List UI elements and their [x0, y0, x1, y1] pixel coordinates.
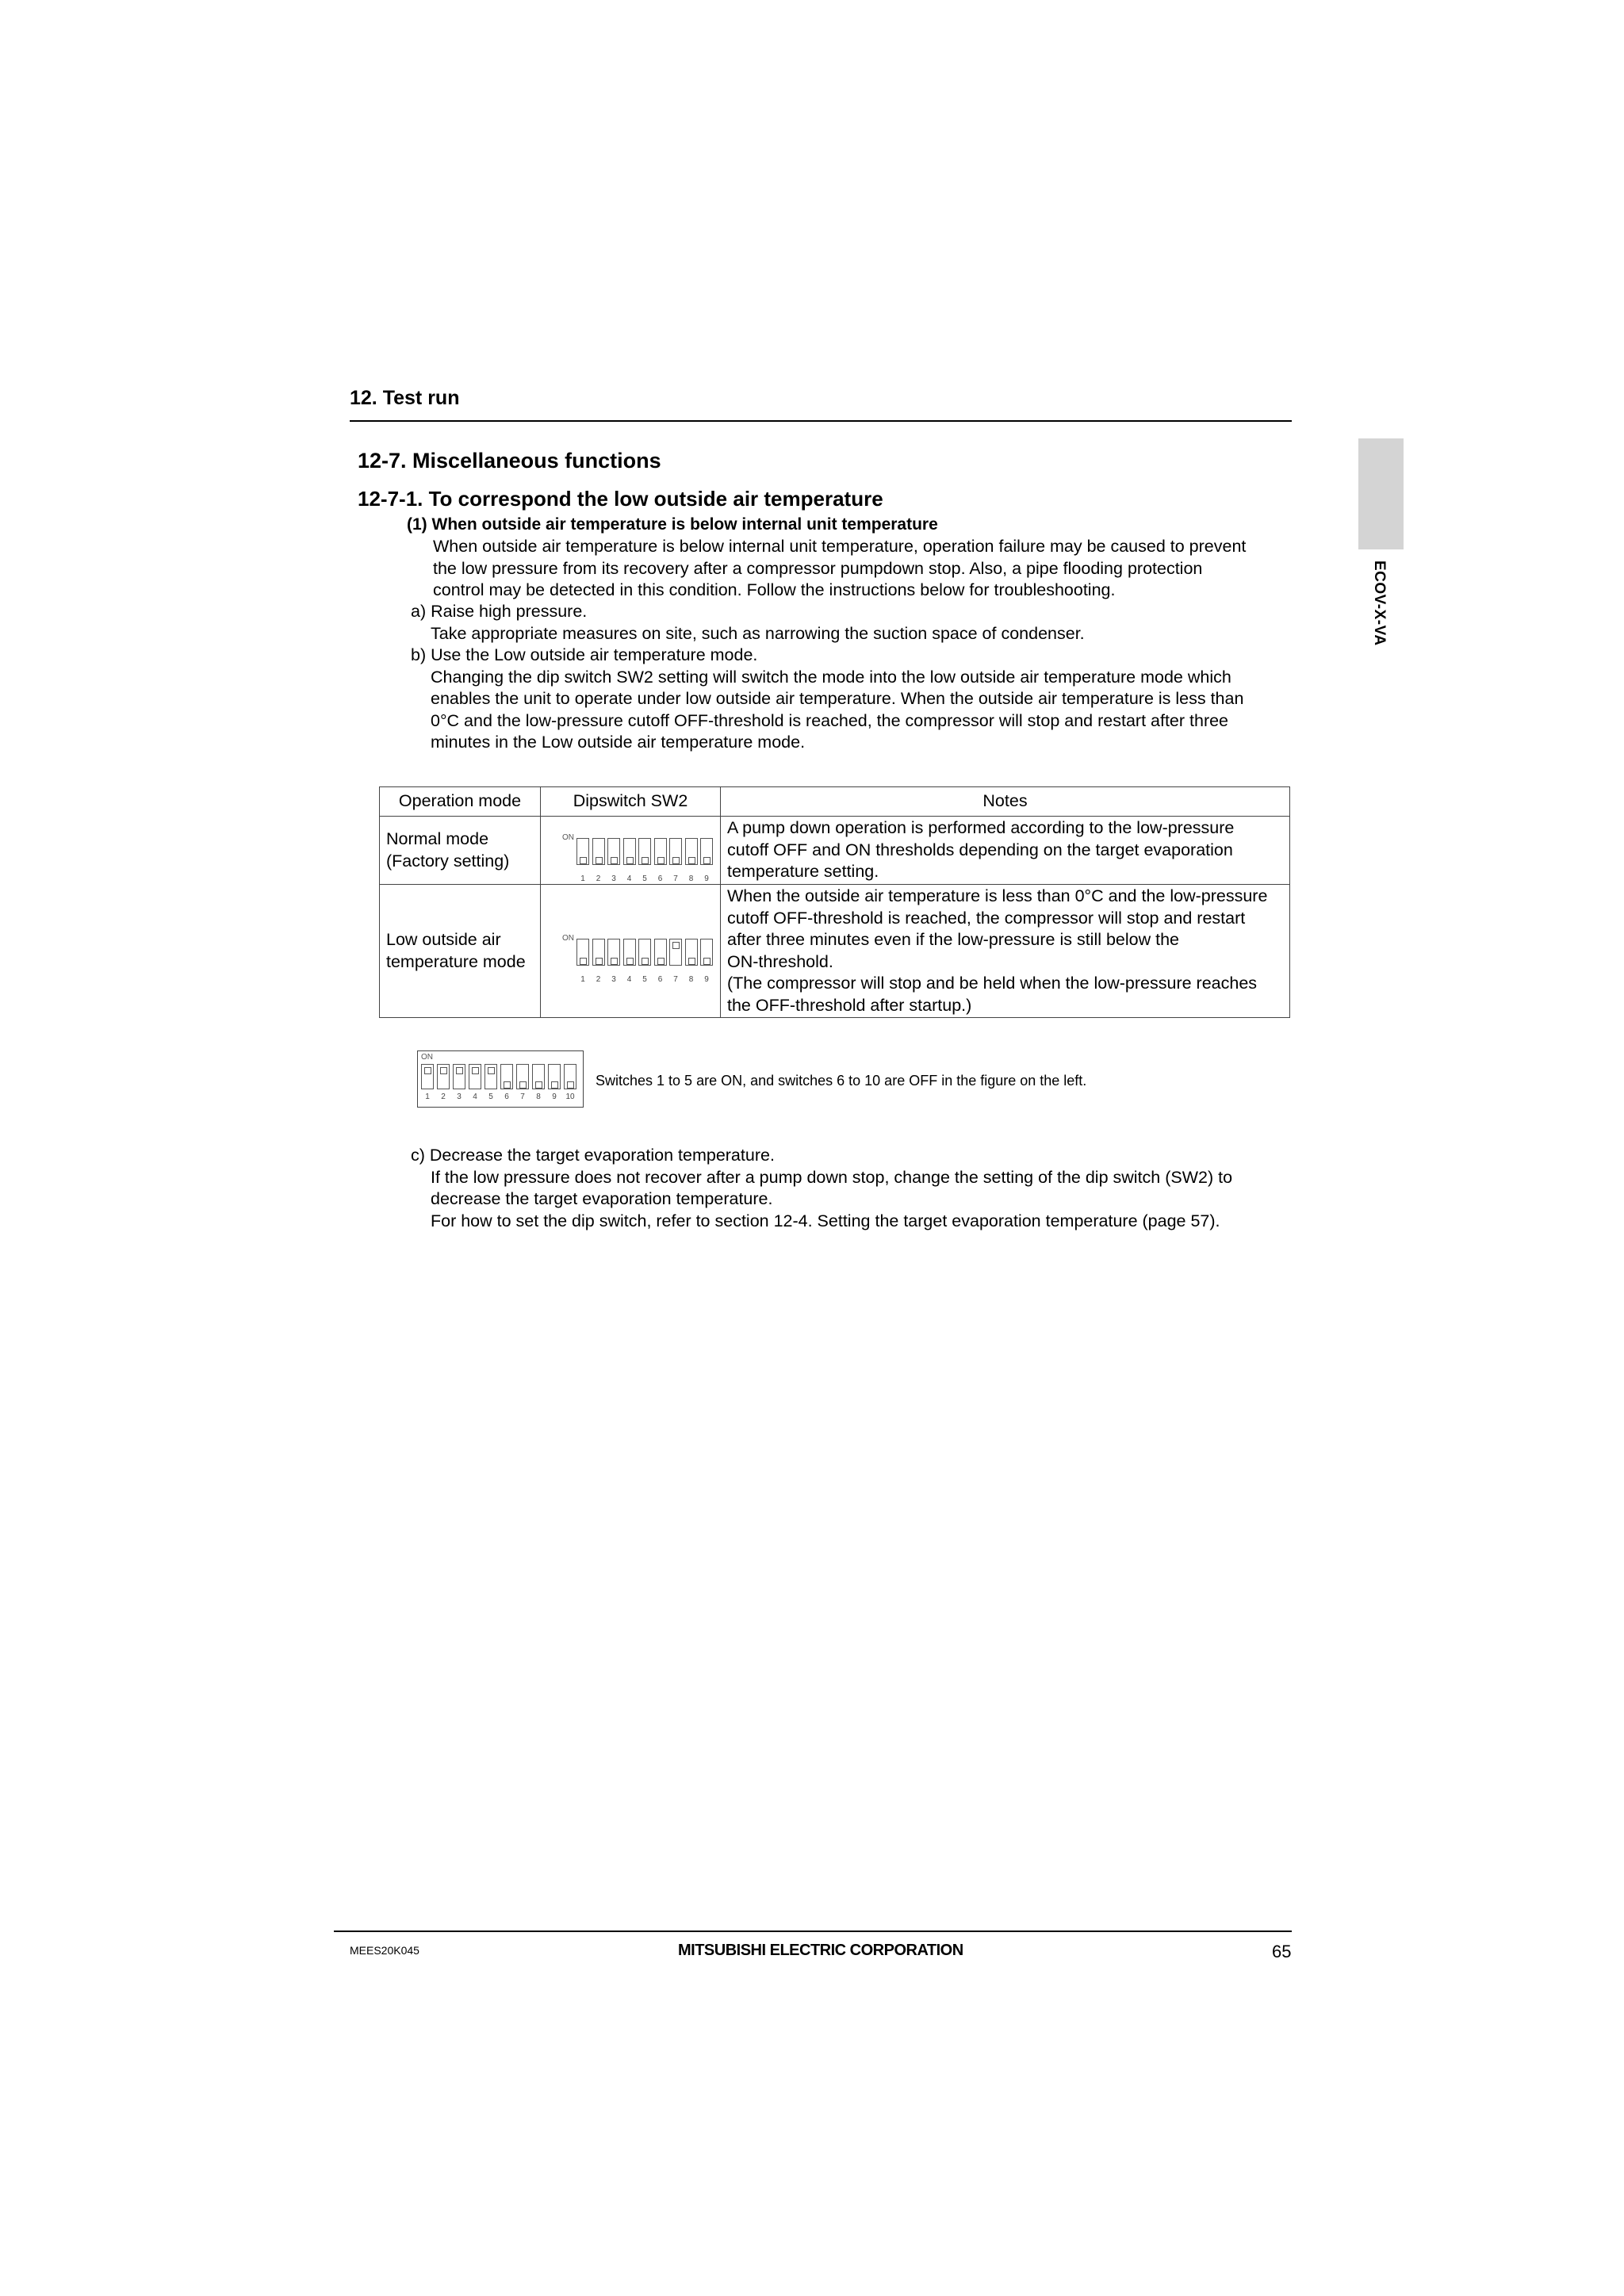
item-b-line: 0°C and the low-pressure cutoff OFF-threshold is reached, the compressor will stop and restart after three	[431, 710, 1229, 730]
note-line: (The compressor will stop and be held when the low-pressure reaches	[727, 974, 1258, 993]
page-number: 65	[1272, 1942, 1292, 1961]
dip-switch-7	[669, 838, 682, 865]
dip-switch-9	[700, 838, 713, 865]
dip-switch-knob	[472, 1067, 479, 1074]
dip-switch-3	[453, 1064, 465, 1089]
mode-line: Low outside air	[386, 930, 501, 949]
condition-heading: (1) When outside air temperature is below internal unit temperature	[407, 515, 938, 534]
item-c-line: For how to set the dip switch, refer to section 12-4. Setting the target evaporation temperature (page 57).	[431, 1211, 1220, 1230]
dip-switch-knob	[440, 1067, 447, 1074]
dip-switch-number: 6	[657, 974, 663, 984]
dip-switch-3	[607, 939, 620, 966]
dip-switch-number: 1	[580, 874, 585, 883]
dip-switch-diagram	[559, 923, 709, 984]
footer-rule	[334, 1931, 1292, 1932]
dip-switch-knob	[672, 857, 680, 864]
legend-dip-switch-diagram	[417, 1050, 584, 1108]
dip-switch-knob	[535, 1081, 542, 1089]
item-b	[411, 645, 1243, 754]
sub-subsection-heading: 12-7-1. To correspond the low outside air temperature	[358, 487, 883, 511]
dip-switch-1	[576, 939, 589, 966]
note-line: cutoff OFF and ON thresholds depending on the target evaporation	[727, 840, 1233, 859]
notes-cell	[721, 817, 1290, 885]
dip-switch-knob	[703, 958, 710, 965]
note-line: the OFF-threshold after startup.)	[727, 995, 972, 1015]
dip-switch-knob	[596, 857, 603, 864]
dip-switch-knob	[688, 857, 695, 864]
dip-switch-number: 4	[473, 1093, 477, 1101]
item-c-line: decrease the target evaporation temperature.	[431, 1189, 773, 1208]
dip-switch-number: 5	[642, 874, 647, 883]
note-line: temperature setting.	[727, 862, 879, 882]
table-header-dipswitch: Dipswitch SW2	[541, 787, 721, 817]
dip-switch-number: 3	[611, 974, 616, 984]
dip-switch-knob	[703, 857, 710, 864]
dip-switch-knob	[672, 942, 680, 949]
dip-switch-knob	[580, 958, 587, 965]
dip-on-label: ON	[562, 933, 574, 943]
item-b-line: Changing the dip switch SW2 setting will switch the mode into the low outside air temperature mode which	[431, 667, 1231, 687]
dip-switch-number: 1	[425, 1093, 430, 1101]
item-c-label: c) Decrease the target evaporation temperature.	[411, 1146, 775, 1165]
item-b-label: b) Use the Low outside air temperature mode.	[411, 645, 758, 664]
dip-switch-7	[669, 939, 682, 966]
dip-switch-number: 8	[688, 974, 694, 984]
dip-switch-knob	[567, 1081, 574, 1089]
dip-switch-8	[532, 1064, 545, 1089]
dip-switch-9	[548, 1064, 561, 1089]
dip-switch-8	[685, 939, 698, 966]
dip-switch-number: 6	[504, 1093, 509, 1101]
subsection-heading: 12-7. Miscellaneous functions	[358, 449, 661, 473]
section-rule	[350, 420, 1292, 422]
mode-cell	[380, 885, 541, 1018]
dip-switch-knob	[611, 857, 618, 864]
mode-line: temperature mode	[386, 951, 526, 971]
item-b-line: enables the unit to operate under low outside air temperature. When the outside air temperature is less than	[431, 689, 1244, 708]
dip-switch-6	[654, 838, 667, 865]
dip-switch-number: 2	[596, 974, 601, 984]
note-line: ON-threshold.	[727, 951, 833, 971]
intro-line: When outside air temperature is below internal unit temperature, operation failure may be caused to prevent	[433, 537, 1247, 556]
dip-switch-number: 3	[611, 874, 616, 883]
dip-switch-knob	[611, 958, 618, 965]
dip-switch-knob	[488, 1067, 495, 1074]
dip-switch-knob	[642, 958, 649, 965]
section-title: 12. Test run	[350, 387, 460, 409]
dip-switch-knob	[626, 958, 634, 965]
dip-switch-knob	[580, 857, 587, 864]
note-line: A pump down operation is performed according to the low-pressure	[727, 818, 1235, 838]
dip-switch-1	[576, 838, 589, 865]
dip-switch-3	[607, 838, 620, 865]
dip-switch-6	[500, 1064, 513, 1089]
footer-doc-code: MEES20K045	[350, 1944, 419, 1957]
table-header-notes: Notes	[721, 787, 1290, 817]
dip-switch-knob	[596, 958, 603, 965]
dip-switch-2	[437, 1064, 450, 1089]
dip-switch-number: 4	[626, 874, 632, 883]
mode-cell	[380, 817, 541, 885]
dip-switch-number: 7	[520, 1093, 525, 1101]
table-header-operation-mode: Operation mode	[380, 787, 541, 817]
dip-switch-number: 6	[657, 874, 663, 883]
dip-switch-knob	[688, 958, 695, 965]
footer-corporation: MITSUBISHI ELECTRIC CORPORATION	[678, 1942, 963, 1959]
dip-switch-number: 8	[536, 1093, 541, 1101]
dip-switch-number: 3	[457, 1093, 462, 1101]
dipswitch-cell	[541, 885, 721, 1018]
dip-switch-number: 2	[596, 874, 601, 883]
side-tab-label: ECOV-X-VA	[1371, 561, 1388, 646]
dip-switch-knob	[504, 1081, 511, 1089]
dip-switch-number: 9	[704, 874, 709, 883]
item-b-line: minutes in the Low outside air temperature mode.	[431, 733, 806, 752]
dip-switch-5	[638, 939, 651, 966]
dipswitch-cell	[541, 817, 721, 885]
intro-paragraph	[433, 536, 1246, 602]
dip-switch-number: 7	[673, 874, 678, 883]
dip-switch-number: 2	[441, 1093, 446, 1101]
dip-switch-4	[469, 1064, 481, 1089]
dip-switch-9	[700, 939, 713, 966]
dip-switch-number: 8	[688, 874, 694, 883]
operation-mode-table	[379, 786, 1290, 1018]
dip-switch-number: 10	[565, 1093, 575, 1101]
dip-switch-number: 7	[673, 974, 678, 984]
dip-switch-number: 9	[552, 1093, 557, 1101]
mode-line: Normal mode	[386, 829, 489, 848]
dip-switch-number: 1	[580, 974, 585, 984]
note-line: When the outside air temperature is less than 0°C and the low-pressure	[727, 886, 1268, 905]
notes-cell	[721, 885, 1290, 1018]
table-header-row	[380, 787, 1290, 817]
side-tab-block	[1358, 438, 1404, 549]
item-c-line: If the low pressure does not recover after a pump down stop, change the setting of the dip switch (SW2) to	[431, 1167, 1233, 1187]
dip-switch-knob	[657, 958, 665, 965]
dip-switch-knob	[657, 857, 665, 864]
dip-switch-6	[654, 939, 667, 966]
dip-switch-knob	[551, 1081, 558, 1089]
note-line: cutoff OFF-threshold is reached, the compressor will stop and restart	[727, 908, 1246, 928]
dip-switch-diagram	[559, 822, 709, 883]
dip-switch-2	[592, 939, 605, 966]
dip-on-label: ON	[421, 1053, 433, 1062]
dip-switch-2	[592, 838, 605, 865]
dip-switch-4	[623, 939, 636, 966]
item-a-label: a) Raise high pressure.	[411, 602, 588, 621]
dip-switch-knob	[519, 1081, 527, 1089]
note-line: after three minutes even if the low-pressure is still below the	[727, 930, 1180, 949]
legend-dip	[418, 1051, 582, 1107]
intro-line: the low pressure from its recovery after a compressor pumpdown stop. Also, a pipe flooding protection	[433, 558, 1203, 578]
dip-switch-1	[421, 1064, 434, 1089]
item-a	[411, 601, 1085, 645]
dip-switch-number: 5	[642, 974, 647, 984]
dip-switch-knob	[642, 857, 649, 864]
table-row	[380, 817, 1290, 885]
dip-switch-knob	[456, 1067, 463, 1074]
dip-switch-knob	[626, 857, 634, 864]
dip-switch-5	[485, 1064, 497, 1089]
dip-on-label: ON	[562, 832, 574, 842]
item-c	[411, 1145, 1232, 1232]
table-row	[380, 885, 1290, 1018]
dip-switch-knob	[424, 1067, 431, 1074]
item-a-line: Take appropriate measures on site, such as narrowing the suction space of condenser.	[431, 623, 1085, 643]
dip-switch-number: 5	[488, 1093, 493, 1101]
mode-line: (Factory setting)	[386, 851, 510, 871]
dip-switch-4	[623, 838, 636, 865]
intro-line: control may be detected in this condition. Follow the instructions below for troubleshooting.	[433, 580, 1116, 599]
dip-switch-number: 4	[626, 974, 632, 984]
dip-switch-7	[516, 1064, 529, 1089]
dip-switch-number: 9	[704, 974, 709, 984]
dip-switch-8	[685, 838, 698, 865]
legend-text: Switches 1 to 5 are ON, and switches 6 to 10 are OFF in the figure on the left.	[596, 1073, 1087, 1089]
dip-switch-5	[638, 838, 651, 865]
dip-switch-10	[564, 1064, 576, 1089]
